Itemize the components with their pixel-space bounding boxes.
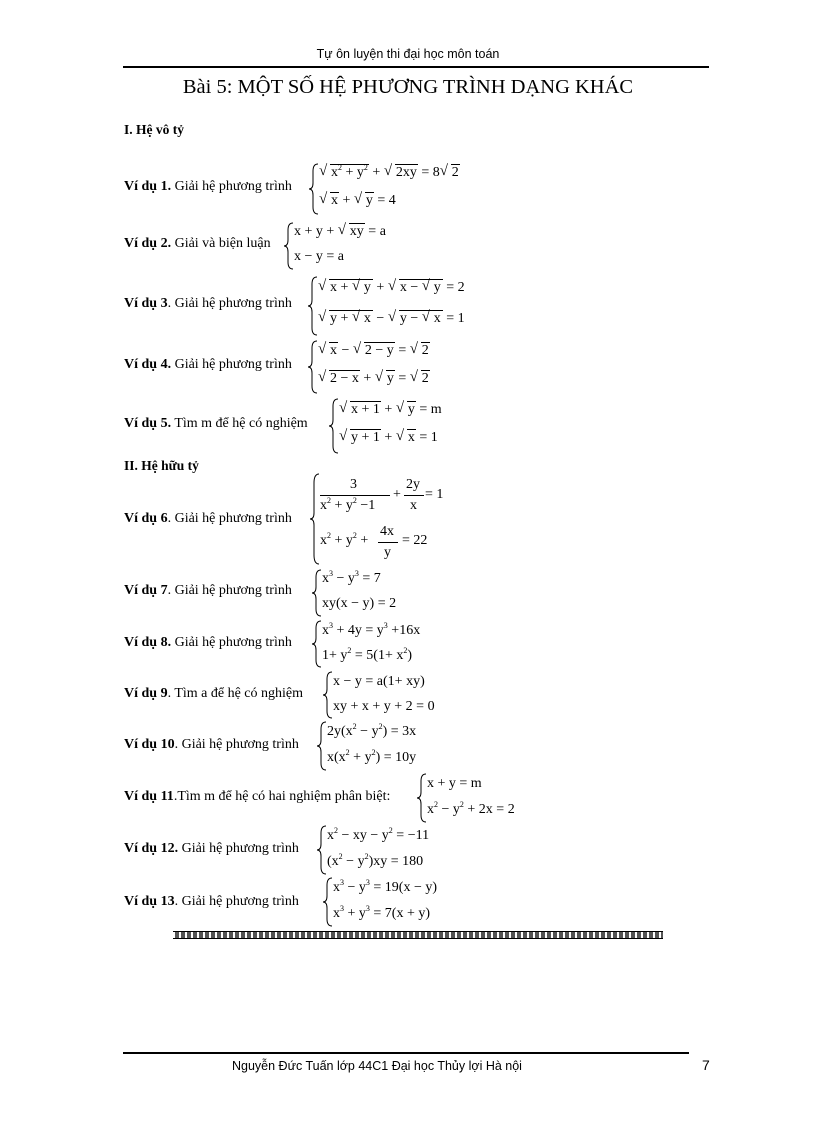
example-2 (124, 236, 271, 252)
example-text: . Giải hệ phương trình (167, 296, 292, 311)
example-label: Ví dụ 1. (124, 179, 172, 194)
example-label: Ví dụ 7 (124, 583, 168, 598)
section-heading-1: I. Hệ vô tỷ (124, 122, 184, 137)
header-text: Tự ôn luyện thi đại học môn toán (316, 47, 500, 61)
example-text: Giải hệ phương trình (178, 841, 299, 856)
example-6 (124, 511, 292, 527)
example-label: Ví dụ 5. (124, 416, 172, 431)
example-text: . Giải hệ phương trình (174, 894, 299, 909)
example-text: Giải hệ phương trình (171, 179, 292, 194)
example-text: Giải hệ phương trình (171, 635, 292, 650)
example-text: . Giải hệ phương trình (167, 583, 292, 598)
example-label: Ví dụ 6 (124, 511, 168, 526)
separator (173, 931, 663, 939)
example-label: Ví dụ 10 (124, 737, 175, 752)
example-label: Ví dụ 3 (124, 296, 168, 311)
example-1 (124, 179, 292, 195)
example-text: .Tìm m để hệ có hai nghiệm phân biệt: (173, 789, 391, 804)
page-title: Bài 5: MỘT SỐ HỆ PHƯƠNG TRÌNH DẠNG KHÁC (182, 76, 634, 98)
example-4 (124, 357, 292, 373)
example-9 (124, 686, 303, 702)
section-heading-2: II. Hệ hữu tỷ (124, 458, 199, 473)
example-10 (124, 737, 299, 753)
example-text: . Giải hệ phương trình (174, 737, 299, 752)
example-11 (124, 789, 390, 805)
example-label: Ví dụ 8. (124, 635, 172, 650)
footer-rule (123, 1052, 689, 1054)
example-label: Ví dụ 11 (124, 789, 174, 804)
footer-text: Nguyễn Đức Tuấn lớp 44C1 Đại học Thủy lợi Hà nội (232, 1059, 522, 1073)
page-number: 7 (702, 1057, 710, 1073)
example-text: . Tìm a để hệ có nghiệm (167, 686, 304, 701)
example-label: Ví dụ 9 (124, 686, 168, 701)
example-text: Tìm m để hệ có nghiệm (171, 416, 308, 431)
example-3 (124, 296, 292, 312)
example-5 (124, 416, 308, 432)
example-7 (124, 583, 292, 599)
example-text: . Giải hệ phương trình (167, 511, 292, 526)
example-label: Ví dụ 4. (124, 357, 172, 372)
example-label: Ví dụ 12. (124, 841, 179, 856)
example-text: Giải và biện luận (171, 236, 271, 251)
example-13 (124, 894, 299, 910)
example-label: Ví dụ 2. (124, 236, 172, 251)
example-label: Ví dụ 13 (124, 894, 175, 909)
example-12 (124, 841, 299, 857)
example-text: Giải hệ phương trình (171, 357, 292, 372)
example-8 (124, 635, 292, 651)
header-rule (123, 66, 709, 68)
